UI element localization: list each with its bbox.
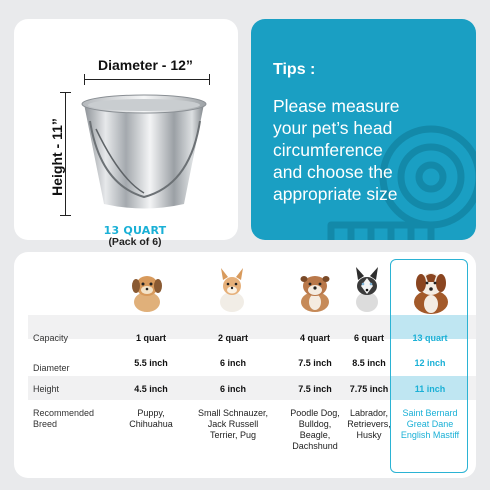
cell-diameter: 5.5 inch xyxy=(134,358,168,368)
cell-capacity: 2 quart xyxy=(217,333,248,343)
bulldog-icon xyxy=(290,264,340,314)
cell-diameter: 8.5 inch xyxy=(352,358,386,368)
breed-line: Terrier, Pug xyxy=(209,430,257,440)
breed-line: Poodle Dog, xyxy=(290,408,340,418)
breed-line: Chihuahua xyxy=(129,419,173,429)
tips-line: your pet’s head xyxy=(273,118,393,138)
breed-line: Labrador, xyxy=(349,408,389,418)
breed-line: English Mastiff xyxy=(400,430,460,440)
row-label-diameter: Diameter xyxy=(33,363,70,373)
tips-line: appropriate size xyxy=(273,184,398,204)
bucket-image xyxy=(72,89,222,219)
breed-line: Dachshund xyxy=(292,441,338,451)
height-dimension-line xyxy=(65,92,66,216)
size-table xyxy=(14,252,476,478)
breed-line: Puppy, xyxy=(137,408,165,418)
cell-breed-highlighted xyxy=(388,408,472,441)
cell-height: 7.5 inch xyxy=(298,384,332,394)
cell-capacity: 4 quart xyxy=(299,333,330,343)
cell-diameter: 6 inch xyxy=(219,358,246,368)
cell-height: 6 inch xyxy=(219,384,246,394)
cell-breed xyxy=(191,408,275,441)
cell-height: 7.75 inch xyxy=(349,384,389,394)
breed-line: Saint Bernard xyxy=(402,408,458,418)
breed-line: Small Schnauzer, xyxy=(197,408,269,418)
breed-line: Husky xyxy=(356,430,382,440)
height-label: Height - 11” xyxy=(49,118,65,196)
row-label-height: Height xyxy=(33,384,60,394)
cell-diameter: 7.5 inch xyxy=(298,358,332,368)
breed-line: Jack Russell xyxy=(207,419,259,429)
row-label-capacity: Capacity xyxy=(33,333,69,343)
cell-breed xyxy=(109,408,193,430)
diameter-label: Diameter - 12” xyxy=(98,57,193,73)
breed-line: Great Dane xyxy=(406,419,454,429)
row-label-breed: Recommended Breed xyxy=(33,408,95,429)
tips-line: and choose the xyxy=(273,162,393,182)
cell-capacity: 6 quart xyxy=(353,333,384,343)
capacity-badge: 13 QUART xyxy=(103,224,167,237)
small-dog-icon xyxy=(207,264,257,314)
husky-icon xyxy=(345,264,389,314)
tips-line: Please measure xyxy=(273,96,400,116)
pack-label: (Pack of 6) xyxy=(108,236,162,248)
saint-bernard-icon xyxy=(404,264,458,316)
diameter-dimension-line xyxy=(84,79,210,80)
tips-title: Tips : xyxy=(273,61,316,78)
breed-line: Bulldog, xyxy=(298,419,332,429)
tips-line: circumference xyxy=(273,140,383,160)
cell-diameter-highlighted: 12 inch xyxy=(414,358,446,368)
product-card xyxy=(14,19,238,248)
cell-capacity-highlighted: 13 quart xyxy=(412,333,448,343)
tips-text xyxy=(273,95,469,205)
breed-line: Retrievers, xyxy=(347,419,391,429)
breed-line: Beagle, xyxy=(299,430,331,440)
cell-capacity: 1 quart xyxy=(135,333,166,343)
tips-card xyxy=(251,19,476,240)
cell-height: 4.5 inch xyxy=(134,384,168,394)
cell-height-highlighted: 11 inch xyxy=(414,384,446,394)
puppy-icon xyxy=(122,264,172,314)
